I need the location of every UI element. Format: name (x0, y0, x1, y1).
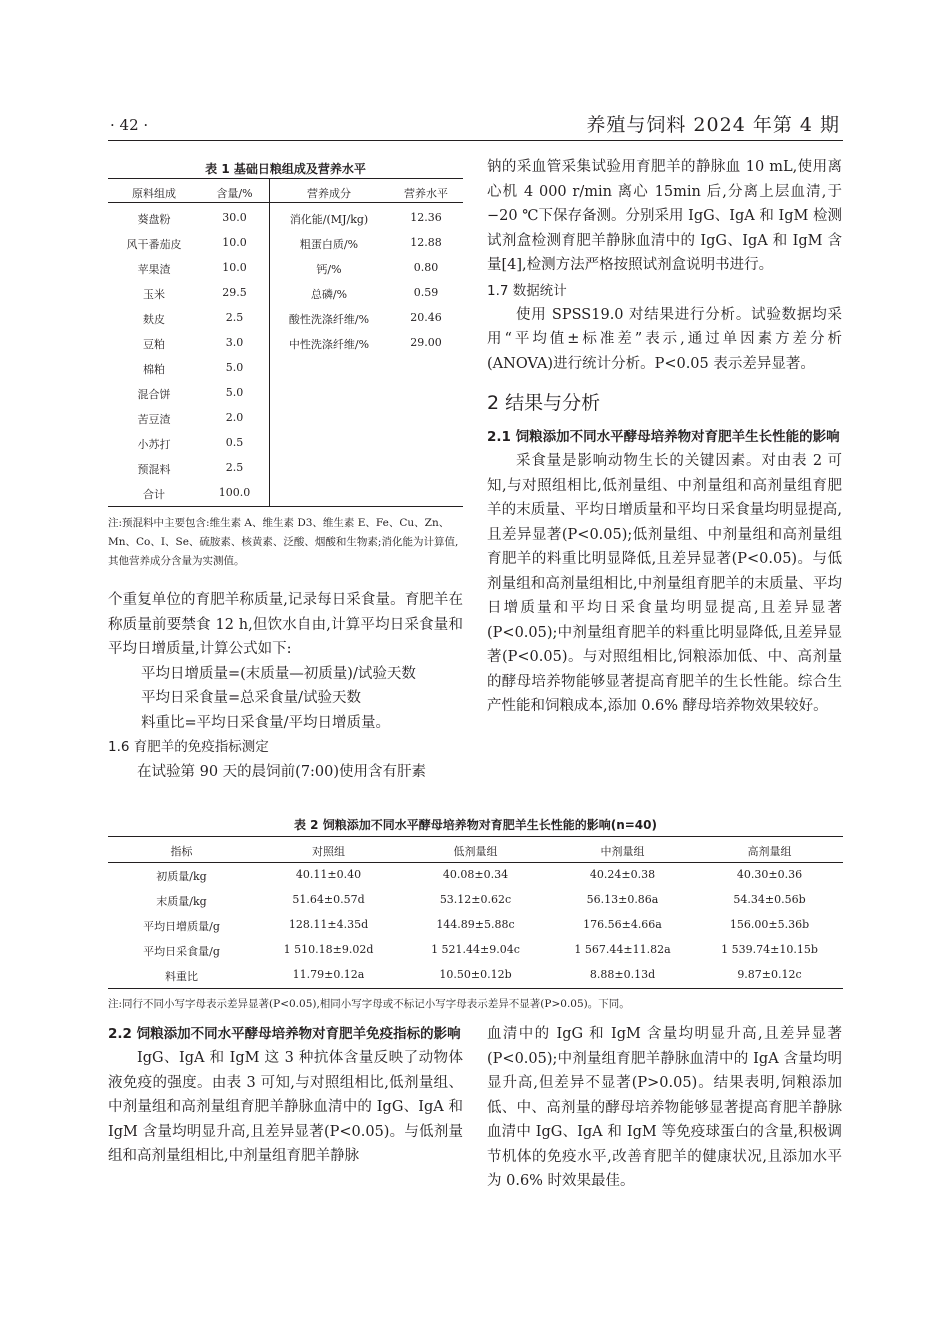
table1-cell: 30.0 (222, 211, 247, 224)
table1-cell: 合计 (143, 488, 165, 501)
table1-cell: 0.80 (413, 261, 439, 274)
table2-header-cell: 低剂量组 (453, 845, 498, 858)
table2-caption: 表 2 饲粮添加不同水平酵母培养物对育肥羊生长性能的影响(n=40) (294, 818, 657, 832)
table1-header-rule (108, 202, 463, 203)
bottom-right-para: 血清中的 IgG 和 IgM 含量均明显升高,且差异显著(P<0.05);中剂量组育肥羊静脉血清中的 IgA 含量均明显升高,但差异不显著(P>0.05)。结果表明,饲粮添加低、中、高剂量的酵母培养物能够显著提高育肥羊静脉血清中 IgG、IgA 和 IgM 等免疫球蛋白的含量,积极调节机体的免疫水平,改善育肥羊的健康状况,且添加水平为 0.6% 时效果最佳。 (487, 1026, 842, 1189)
table1-cell: 5.0 (225, 386, 244, 399)
table2-cell: 54.34±0.56b (733, 893, 806, 906)
table2-cell: 平均日增质量/g (143, 920, 220, 933)
left-para2: 在试验第 90 天的晨饲前(7:00)使用含有肝素 (137, 764, 427, 780)
table1-cell: 混合饼 (137, 388, 171, 401)
section-1-7-heading: 1.7 数据统计 (487, 282, 567, 299)
table1-cell: 10.0 (222, 261, 247, 274)
bottom-left-para: IgG、IgA 和 IgM 这 3 种抗体含量反映了动物体液免疫的强度。由表 3 可知,与对照组相比,低剂量组、中剂量组和高剂量组育肥羊静脉血清中的 IgG、IgA 和 IgM 含量均明显升高,且差异显著(P<0.05)。与低剂量组和高剂量组相比,中剂量组育肥羊静脉 (108, 1050, 463, 1164)
right-para2: 使用 SPSS19.0 对结果进行分析。试验数据均采用“平均值±标准差”表示,通过单因素方差分析(ANOVA)进行统计分析。P<0.05 表示差异显著。 (487, 306, 842, 372)
formula-feed-ratio: 料重比=平均日采食量/平均日增质量。 (141, 714, 391, 731)
table2-cell: 1 510.18±9.02d (283, 943, 374, 956)
right-column-text (487, 155, 842, 719)
table1-cell: 粗蛋白质/% (299, 238, 359, 251)
table2-cell: 176.56±4.66a (583, 918, 662, 931)
table1-header-nutrient: 营养成分 (307, 187, 351, 200)
table2-header-rule (108, 862, 843, 863)
table1-header-content: 含量/% (216, 187, 253, 200)
table2-header-cell: 指标 (170, 845, 193, 858)
table1-cell: 总磷/% (310, 288, 348, 301)
table1-cell: 酸性洗涤纤维/% (288, 313, 370, 326)
table2-cell: 9.87±0.12c (737, 968, 802, 981)
table2-bottom-rule (108, 988, 843, 989)
table1-cell: 苹果渣 (137, 263, 171, 276)
journal-title: 养殖与饲料 2024 年第 4 期 (586, 114, 840, 136)
table2-cell: 144.89±5.88c (436, 918, 515, 931)
table1-cell: 12.36 (410, 211, 442, 224)
table1-cell: 消化能/(MJ/kg) (289, 213, 369, 226)
formula-daily-intake: 平均日采食量=总采食量/试验天数 (141, 690, 362, 706)
table1-cell: 小苏打 (137, 438, 171, 451)
section-1-6-heading: 1.6 育肥羊的免疫指标测定 (108, 739, 269, 755)
table1-note: 注:预混料中主要包含:维生素 A、维生素 D3、维生素 E、Fe、Cu、Zn、Mn、Co、I、Se、硫胺素、核黄素、泛酸、烟酸和生物素;消化能为计算值,其他营养成分含量为实测值。 (108, 517, 459, 567)
table2-note: 注:同行不同小写字母表示差异显著(P<0.05),相同小写字母或不标记小写字母表示差异不显著(P>0.05)。下同。 (108, 998, 630, 1010)
section-2-heading: 2 结果与分析 (487, 392, 601, 414)
table2-cell: 40.24±0.38 (589, 868, 656, 881)
table2-cell: 1 539.74±10.15b (721, 943, 818, 956)
table1-cell: 12.88 (410, 236, 442, 249)
table1-cell: 葵盘粉 (137, 213, 171, 226)
table1-cell: 预混料 (137, 463, 171, 476)
table1-cell: 29.00 (410, 336, 442, 349)
table1-bottom-rule (108, 506, 463, 507)
table2-cell: 11.79±0.12a (292, 968, 365, 981)
table2-cell: 1 521.44±9.04c (431, 943, 520, 956)
table1-header-ingredient: 原料组成 (132, 187, 176, 200)
table1-cell: 2.0 (225, 411, 244, 424)
table1-cell: 豆粕 (143, 338, 165, 351)
left-para1: 个重复单位的育肥羊称质量,记录每日采食量。育肥羊在称质量前要禁食 12 h,但饮水自由,计算平均日采食量和平均日增质量,计算公式如下: (108, 592, 463, 657)
table1-cell: 棉粕 (143, 363, 165, 376)
table2-cell: 40.08±0.34 (442, 868, 509, 881)
section-2-1-heading: 2.1 饲粮添加不同水平酵母培养物对育肥羊生长性能的影响 (487, 429, 840, 445)
section-2-2-heading: 2.2 饲粮添加不同水平酵母培养物对育肥羊免疫指标的影响 (108, 1026, 461, 1042)
table1-cell: 玉米 (143, 288, 165, 301)
left-column-text (108, 588, 463, 785)
table2-cell: 56.13±0.86a (586, 893, 659, 906)
table1-caption: 表 1 基础日粮组成及营养水平 (205, 162, 366, 176)
table1-header-level: 营养水平 (404, 187, 448, 200)
table2-cell: 平均日采食量/g (143, 945, 220, 958)
table1-cell: 钙/% (316, 263, 342, 276)
table1-cell: 麸皮 (143, 313, 165, 326)
table2-cell: 128.11±4.35d (288, 918, 369, 931)
table1-cell: 2.5 (225, 311, 244, 324)
table2-cell: 156.00±5.36b (729, 918, 810, 931)
table1-cell: 100.0 (218, 486, 251, 499)
table1-cell: 20.46 (410, 311, 442, 324)
table2-top-rule (108, 836, 843, 837)
table2-cell: 末质量/kg (156, 895, 207, 908)
table1-cell: 0.59 (413, 286, 439, 299)
table1-cell: 2.5 (225, 461, 244, 474)
table2-header-cell: 中剂量组 (600, 845, 645, 858)
table2-cell: 51.64±0.57d (292, 893, 365, 906)
table1-cell: 中性洗涤纤维/% (288, 338, 370, 351)
table1-cell: 风干番茄皮 (126, 238, 182, 251)
table1-cell: 0.5 (225, 436, 244, 449)
right-para3: 采食量是影响动物生长的关键因素。对由表 2 可知,与对照组相比,低剂量组、中剂量组和高剂量组育肥羊的末质量、平均日增质量和平均日采食量均明显提高,且差异显著(P<0.05);低剂量组、中剂量组和高剂量组育肥羊的料重比明显降低,且差异显著(P<0.05)。与低剂量组和高剂量组相比,中剂量组育肥羊的末质量、平均日增质量和平均日采食量均明显提高,且差异显著(P<0.05);中剂量组育肥羊的料重比明显降低,且差异显著(P<0.05)。与对照组相比,饲粮添加低、中、高剂量的酵母培养物能够显著提高育肥羊的生长性能。综合生产性能和饲粮成本,添加 0.6% 酵母培养物效果较好。 (487, 453, 842, 714)
page-number: · 42 · (110, 116, 149, 134)
table2-cell: 初质量/kg (156, 870, 207, 883)
table2-cell: 8.88±0.13d (589, 968, 656, 981)
table2-cell: 10.50±0.12b (439, 968, 512, 981)
table2-cell: 1 567.44±11.82a (574, 943, 671, 956)
table2-cell: 40.11±0.40 (295, 868, 362, 881)
table1-cell: 苦豆渣 (137, 413, 171, 426)
table1-top-rule (108, 178, 463, 179)
table2-header-cell: 高剂量组 (747, 845, 792, 858)
table2-header-cell: 对照组 (312, 845, 345, 858)
formula-daily-gain: 平均日增质量=(末质量—初质量)/试验天数 (141, 665, 416, 682)
table2-cell: 料重比 (165, 970, 198, 983)
header-rule (108, 140, 843, 141)
table2-cell: 40.30±0.36 (736, 868, 803, 881)
table1-cell: 10.0 (222, 236, 247, 249)
table1-cell: 3.0 (225, 336, 244, 349)
table1-cell: 29.5 (222, 286, 247, 299)
table1-cell: 5.0 (225, 361, 244, 374)
right-para1: 钠的采血管采集试验用育肥羊的静脉血 10 mL,使用离心机 4 000 r/min 离心 15min 后,分离上层血清,于−20 ℃下保存备测。分别采用 IgG、IgA 和 IgM 检测试剂盒检测育肥羊静脉血清中的 IgG、IgA 和 IgM 含量[4],检测方法严格按照试剂盒说明书进行。 (487, 159, 842, 273)
table2-cell: 53.12±0.62c (439, 893, 512, 906)
bottom-left-column (108, 1022, 463, 1169)
